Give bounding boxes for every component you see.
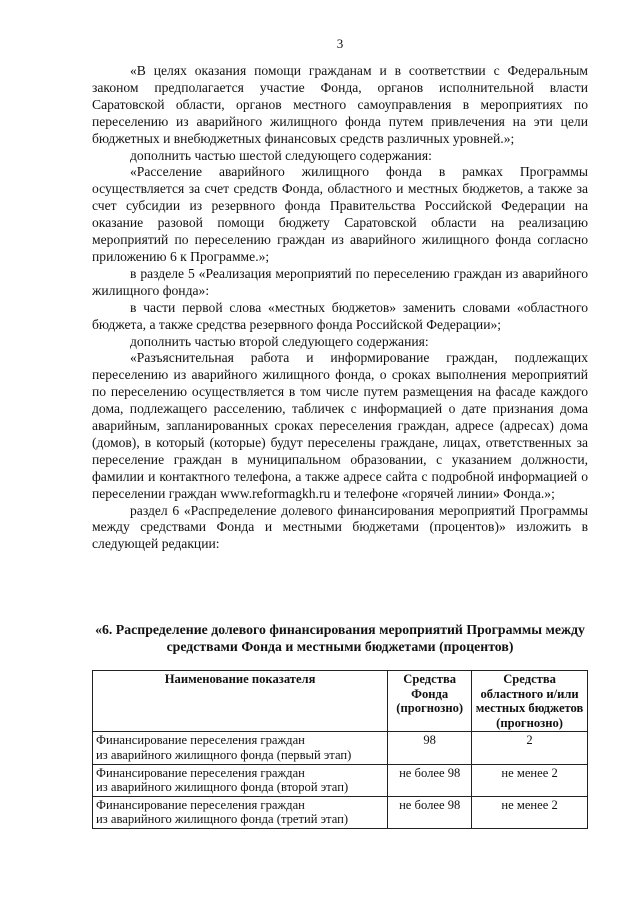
row-budget-value: 2 (472, 732, 588, 764)
table-row (93, 732, 588, 764)
row-name-line: из аварийного жилищного фонда (первый этап) (96, 747, 352, 762)
table-row (93, 796, 588, 828)
body-text (92, 63, 588, 553)
paragraph-3: «Расселение аварийного жилищного фонда в рамках Программы осуществляется за счет средств Фонда, областного и местных бюджетов, а также за счет субсидии из резервного фонда Правительства Российской Федерации на оказание разовой помощи бюджету Саратовской области на реализацию мероприятий по переселению граждан из аварийного жилищного фонда согласно приложению 6 к Программе.»; (92, 164, 588, 264)
row-name-line: из аварийного жилищного фонда (второй этап) (96, 780, 349, 795)
header-indicator-name: Наименование показателя (93, 671, 388, 732)
row-name-line: Финансирование переселения граждан (96, 733, 305, 748)
header-fund-share: Средства Фонда (прогнозно) (388, 671, 472, 732)
row-name-line: из аварийного жилищного фонда (третий этап) (96, 812, 349, 827)
row-indicator-name (93, 764, 388, 796)
row-name-line: Финансирование переселения граждан (96, 765, 305, 780)
row-budget-value: не менее 2 (472, 764, 588, 796)
paragraph-2: дополнить частью шестой следующего содержания: (130, 147, 432, 163)
row-budget-value: не менее 2 (472, 796, 588, 828)
paragraph-8: раздел 6 «Распределение долевого финансирования мероприятий Программы между средствами Фонда и местными бюджетами (процентов)» изложить в следующей редакции: (92, 502, 588, 552)
row-fund-value: 98 (388, 732, 472, 764)
row-indicator-name (93, 732, 388, 764)
row-fund-value: не более 98 (388, 796, 472, 828)
row-name-line: Финансирование переселения граждан (96, 797, 305, 812)
paragraph-1: «В целях оказания помощи гражданам и в соответствии с Федеральным законом предполагается участие Фонда, органов исполнительной власти Саратовской области, органов местного самоуправления в мероприятиях по переселению из аварийного жилищного фонда путем привлечения на эти цели бюджетных и внебюджетных финансовых средств различных уровней.»; (92, 63, 588, 146)
paragraph-7: «Разъяснительная работа и информирование граждан, подлежащих переселению из аварийного жилищного фонда, о сроках выполнения мероприятий по переселению осуществляется в том числе путем размещения на фасаде каждого дома, подлежащего расселению, табличек с информацией о дате признания дома аварийным, запланированных сроках переселения граждан, адресе (адресах) дома (домов), в который (которые) будут переселены граждане, лицах, ответственных за переселение граждан в муниципальном образовании, с указанием должности, фамилии и контактного телефона, а также адресе сайта с подробной информацией о переселении граждан www.reformagkh.ru и телефоне «горячей линии» Фонда.»; (92, 350, 588, 501)
funding-table (92, 670, 588, 829)
table-header-row (93, 671, 588, 732)
row-fund-value: не более 98 (388, 764, 472, 796)
table-row (93, 764, 588, 796)
section-heading: «6. Распределение долевого финансирования мероприятий Программы между средствами Фонда и местными бюджетами (процентов) (95, 622, 585, 654)
paragraph-5: в части первой слова «местных бюджетов» заменить словами «областного бюджета, а также средства резервного фонда Российской Федерации»; (92, 299, 588, 332)
paragraph-6: дополнить частью второй следующего содержания: (130, 333, 429, 349)
paragraph-4: в разделе 5 «Реализация мероприятий по переселению граждан из аварийного жилищного фонда»: (92, 265, 588, 298)
row-indicator-name (93, 796, 388, 828)
page-number: 3 (336, 36, 344, 51)
header-budget-share: Средства областного и/или местных бюджетов (прогнозно) (472, 671, 588, 732)
